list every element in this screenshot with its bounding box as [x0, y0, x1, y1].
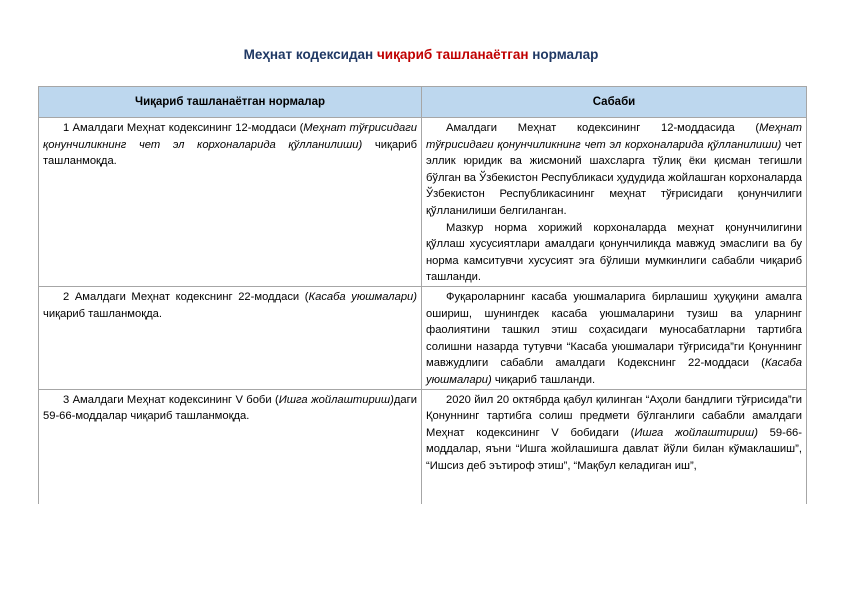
reason-cell — [422, 118, 807, 287]
reason-paragraph-2: Мазкур норма хорижий корхоналарда меҳнат қонунчилигини қўллаш хусусиятлари амалдаги қонунчиликда мавжуд эмаслиги ва бу норма камситувчи хусусият эга бўлиши мумкинлиги сабабли чиқариб ташланди. — [426, 221, 802, 284]
reason-text-end: чиқариб ташланди. — [491, 373, 596, 386]
row-number: 1 — [63, 122, 70, 134]
norm-title: Меҳнат тўғрисидаги қонунчиликнинг чет эл корхоналарида қўлланилиши) — [43, 122, 417, 151]
header-removed-norms: Чиқариб ташланаётган нормалар — [39, 87, 422, 118]
norm-text-end: даги 59-66-моддалар чиқариб ташланмоқда. — [43, 393, 417, 423]
reason-text: Фуқароларнинг касаба уюшмаларига бирлашиш ҳуқуқини амалга ошириш, шунингдек касаба уюшмаларини тузиш ва уларнинг фаолиятини ташкил этиш соҳасидаги муносабатларни тартибга солишни назарда тутувчи “Касаба уюшмалари тўғрисида”ги Қонуннинг мавжудлиги сабабли амалдаги Кодекснинг 22-моддаси ( — [426, 290, 802, 370]
reason-norm-title: Ишга жойлаштириш) — [634, 426, 758, 439]
reason-norm-title: Касаба уюшмалари) — [426, 357, 802, 386]
table-row — [39, 118, 807, 287]
reason-text-end: чет эллик юридик ва жисмоний шахсларга тўлиқ ёки қисман тегишли бўлган ва Ўзбекистон Республикаси ҳудудида жойлашган корхоналарда Ўзбекистон Республикасининг меҳнат тўғрисидаги қонунчилиги қўлланилиши белгиланган. — [426, 138, 802, 217]
table-row — [39, 286, 807, 389]
norms-table — [38, 86, 807, 504]
title-part-2-highlight: чиқариб ташланаётган — [376, 47, 529, 62]
norm-text-end: чиқариб ташланмоқда. — [43, 138, 418, 168]
reason-text-end: 59-66-моддалар, яъни “Ишга жойлашишга давлат йўли билан кўмаклашиш”, “Ишсиз деб эътироф этиш”, “Мақбул келадиган иш”, — [426, 426, 802, 472]
reason-cell — [422, 286, 807, 389]
table-row — [39, 389, 807, 504]
removed-norm-cell — [39, 286, 422, 389]
norm-text: Амалдаги Меҳнат кодексининг V боби ( — [72, 393, 279, 406]
norm-text-end: чиқариб ташланмоқда. — [43, 307, 162, 320]
reason-norm-title: Меҳнат тўғрисидаги қонунчиликнинг чет эл корхоналарида қўлланилиши) — [426, 122, 802, 151]
norm-title: Ишга жойлаштириш) — [278, 393, 394, 406]
row-number: 3 — [63, 393, 70, 406]
norm-text: Амалдаги Меҳнат кодексининг 12-моддаси ( — [72, 122, 304, 134]
removed-norm-cell — [39, 118, 422, 287]
title-part-3: нормалар — [528, 47, 599, 62]
reason-text: Амалдаги Меҳнат кодексининг 12-моддасида ( — [446, 122, 760, 134]
header-reason: Сабаби — [422, 87, 807, 118]
row-number: 2 — [63, 290, 70, 303]
removed-norm-cell — [39, 389, 422, 504]
norm-text: Амалдаги Меҳнат кодекснинг 22-моддаси ( — [74, 290, 309, 303]
reason-cell — [422, 389, 807, 504]
title-part-1: Меҳнат кодексидан — [243, 47, 377, 62]
norm-title: Касаба уюшмалари) — [308, 290, 418, 303]
document-title — [0, 47, 842, 62]
table-header-row — [39, 87, 807, 118]
reason-text: 2020 йил 20 октябрда қабул қилинган “Аҳоли бандлиги тўғрисида”ги Қонуннинг тартибга солиш предмети бўлганлиги сабабли амалдаги Меҳнат кодексининг V бобидаги ( — [426, 393, 802, 439]
